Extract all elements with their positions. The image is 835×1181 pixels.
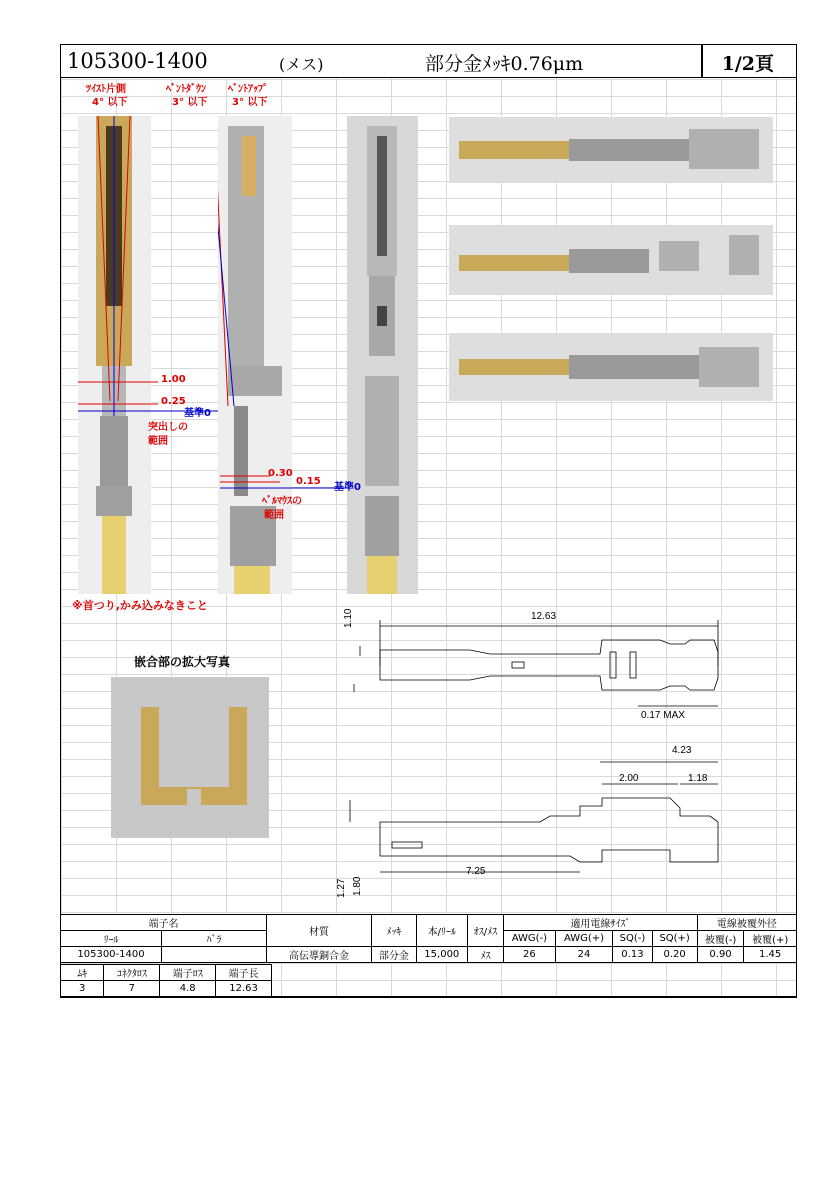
measure-lines-b — [220, 470, 350, 494]
terminal-loss-value: 4.8 — [160, 981, 216, 997]
twist-label: ﾂｲｽﾄ片側 — [86, 84, 126, 95]
od-max-value: 1.45 — [744, 947, 797, 963]
terminal-length-value: 12.63 — [216, 981, 272, 997]
male-female-header: ｵｽ/ﾒｽ — [467, 915, 503, 947]
bend-down-label: ﾍﾞﾝﾄﾀﾞｳﾝ — [166, 84, 206, 95]
dim-015: 0.15 — [296, 476, 321, 487]
dim-200: 2.00 — [619, 773, 639, 784]
plating-header: ﾒｯｷ — [372, 915, 417, 947]
dim-100: 1.00 — [161, 374, 186, 385]
strip-header: ﾑｷ — [61, 965, 104, 981]
reel-value: 105300-1400 — [61, 947, 162, 963]
awg-max-header: AWG(+) — [555, 931, 613, 947]
terminal-photo-3 — [449, 333, 773, 401]
awg-min-header: AWG(-) — [504, 931, 556, 947]
bend-up-label: ﾍﾞﾝﾄｱｯﾌﾟ — [228, 84, 268, 95]
measure-lines-a — [78, 370, 218, 420]
bellmouth-range: 範囲 — [264, 510, 284, 521]
reel-header: ﾘｰﾙ — [61, 931, 162, 947]
header-bar — [61, 45, 796, 78]
bend-up-value: 3° 以下 — [232, 97, 268, 108]
header-divider — [701, 45, 703, 77]
od-min-value: 0.90 — [697, 947, 744, 963]
terminal-bottom-view-photo — [347, 116, 418, 594]
terminal-photo-1 — [449, 117, 773, 183]
sq-min-value: 0.13 — [613, 947, 652, 963]
bara-header: ﾊﾞﾗ — [162, 931, 267, 947]
reference-zero-b: 基準0 — [334, 482, 361, 493]
sheet-bottom-border — [60, 996, 797, 998]
dim-025: 0.25 — [161, 396, 186, 407]
dim-127: 1.27 — [336, 878, 347, 898]
awg-max-value: 24 — [555, 947, 613, 963]
loss-table — [60, 964, 272, 997]
material-header: 材質 — [267, 915, 372, 947]
twist-value: 4° 以下 — [92, 97, 128, 108]
side-view-drawing — [340, 760, 740, 910]
sq-max-value: 0.20 — [652, 947, 697, 963]
od-min-header: 被覆(-) — [697, 931, 744, 947]
sq-min-header: SQ(-) — [613, 931, 652, 947]
awg-min-value: 26 — [504, 947, 556, 963]
wire-size-header: 適用電線ｻｲｽﾞ — [504, 915, 698, 931]
dim-725: 7.25 — [466, 866, 486, 877]
reference-zero-a: 基準0 — [184, 408, 211, 419]
male-female-value: ﾒｽ — [467, 947, 503, 963]
dim-length: 12.63 — [531, 611, 557, 622]
dim-030: 0.30 — [268, 468, 293, 479]
plating-value: 部分金 — [372, 947, 417, 963]
bend-down-value: 3° 以下 — [172, 97, 208, 108]
connector-loss-value: 7 — [104, 981, 160, 997]
sq-max-header: SQ(+) — [652, 931, 697, 947]
dim-423: 4.23 — [672, 745, 692, 756]
terminal-photo-2 — [449, 225, 773, 295]
dim-height: 1.10 — [343, 608, 354, 628]
terminal-side-view-photo — [218, 116, 292, 594]
dim-max: 0.17 MAX — [641, 710, 685, 721]
bara-value — [162, 947, 267, 963]
per-reel-header: 本/ﾘｰﾙ — [416, 915, 467, 947]
dim-180: 1.80 — [352, 876, 363, 896]
top-view-drawing — [340, 606, 740, 726]
connector-loss-header: ｺﾈｸﾀﾛｽ — [104, 965, 160, 981]
dim-118: 1.18 — [688, 773, 708, 784]
protrusion-label: 突出しの — [148, 422, 188, 433]
material-value: 高伝導銅合金 — [267, 947, 372, 963]
spec-table — [60, 914, 797, 963]
bellmouth-label: ﾍﾞﾙﾏｳｽの — [262, 496, 302, 507]
protrusion-range: 範囲 — [148, 436, 168, 447]
mating-closeup-photo — [111, 677, 269, 838]
terminal-name-header: 端子名 — [61, 915, 267, 931]
terminal-length-header: 端子長 — [216, 965, 272, 981]
page-number: 1/2頁 — [721, 53, 774, 75]
od-max-header: 被覆(+) — [744, 931, 797, 947]
terminal-top-view-photo — [78, 116, 151, 594]
outer-diameter-header: 電線被覆外径 — [697, 915, 796, 931]
per-reel-value: 15,000 — [416, 947, 467, 963]
plating-spec: 部分金ﾒｯｷ0.76μm — [425, 53, 584, 75]
part-number: 105300-1400 — [67, 49, 208, 73]
closeup-title: 嵌合部の拡大写真 — [134, 655, 231, 669]
strip-value: 3 — [61, 981, 104, 997]
note-text: ※首つり,かみ込みなきこと — [72, 599, 208, 612]
terminal-loss-header: 端子ﾛｽ — [160, 965, 216, 981]
gender-label: (メス) — [279, 55, 324, 74]
